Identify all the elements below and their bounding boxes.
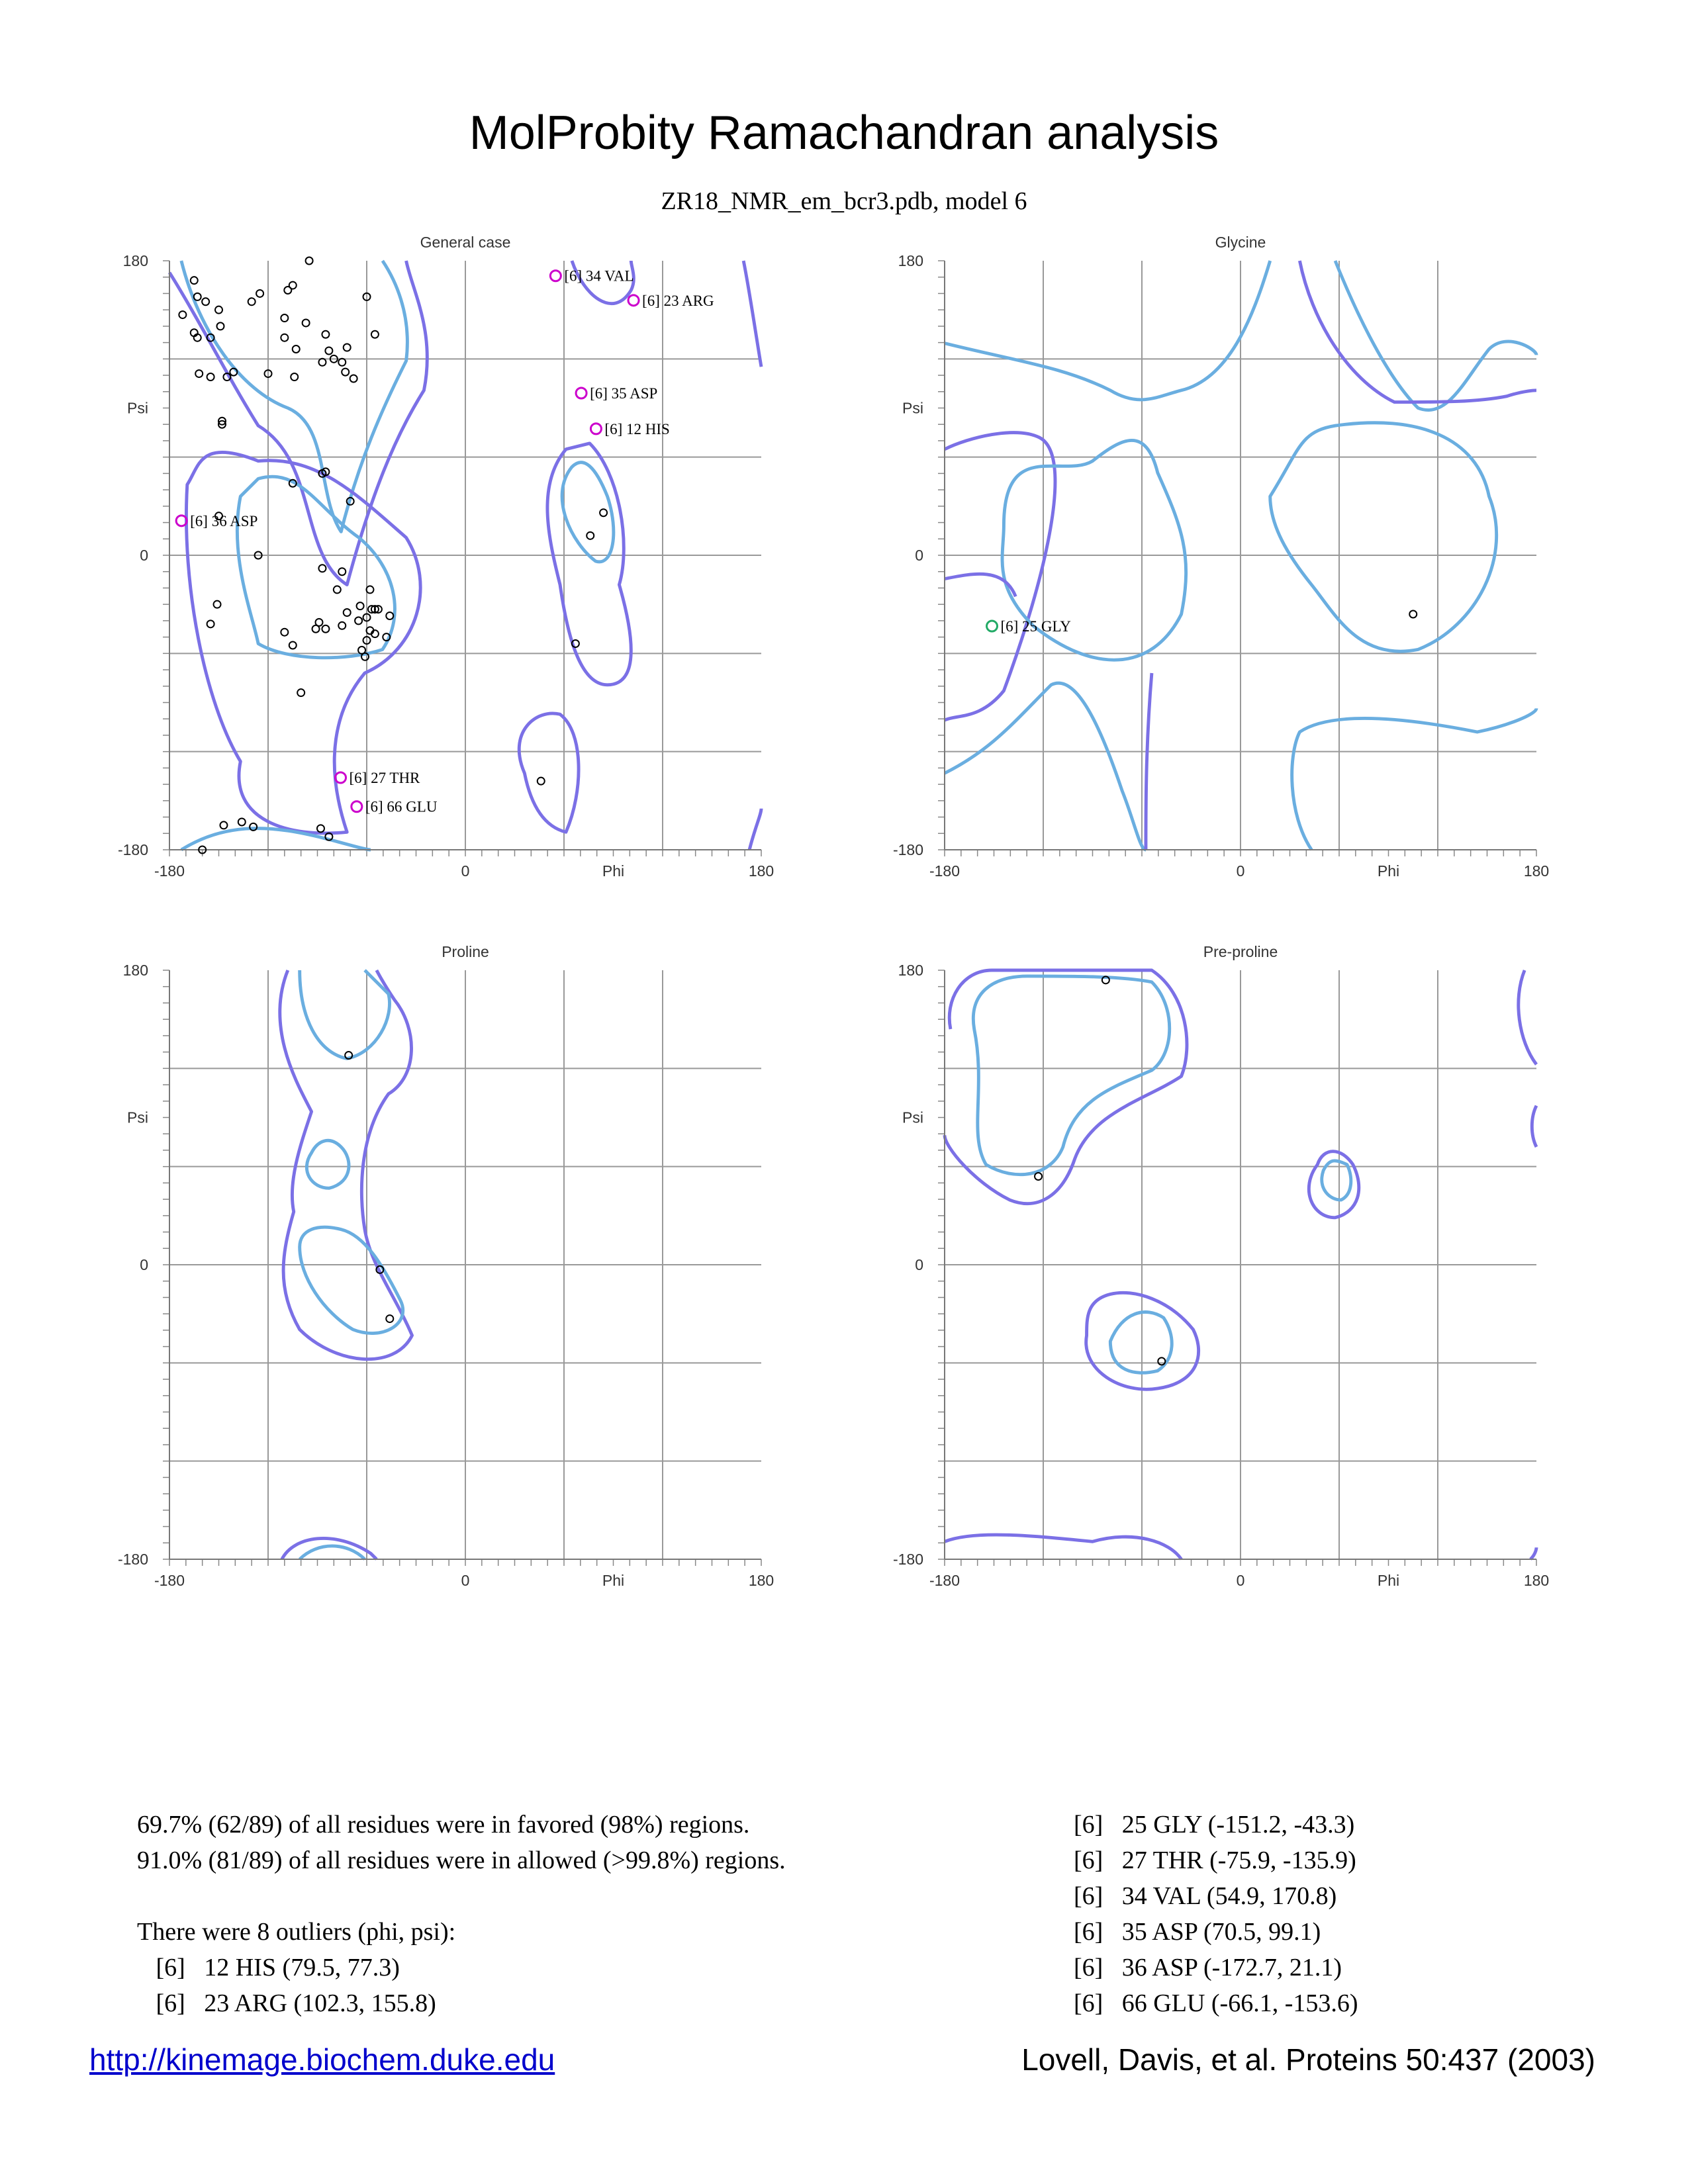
residue-point <box>586 532 594 539</box>
outlier-label: [6] 34 VAL <box>564 267 634 285</box>
residue-point <box>214 601 221 608</box>
y-tick-label: 0 <box>915 547 923 564</box>
y-tick-label: 0 <box>140 547 148 564</box>
y-tick-label: 0 <box>140 1256 148 1273</box>
allowed-stat: 91.0% (81/89) of all residues were in allowed (>99.8%) regions. <box>137 1846 786 1874</box>
residue-point <box>281 629 288 636</box>
panel-title: Pre-proline <box>1203 943 1278 960</box>
residue-point <box>220 821 227 829</box>
residue-point <box>202 298 209 305</box>
residue-point <box>538 778 545 785</box>
residue-point <box>344 609 351 616</box>
y-tick-label: 0 <box>915 1256 923 1273</box>
residue-point <box>357 602 364 610</box>
y-tick-label: -180 <box>117 841 148 858</box>
favored-region-contour <box>1335 261 1536 410</box>
outlier-line: [6] 12 HIS (79.5, 77.3) <box>137 1954 400 1981</box>
favored-region-contour <box>1110 1312 1172 1373</box>
y-axis-label: Psi <box>127 399 148 417</box>
residue-point <box>322 625 329 633</box>
outlier-point <box>987 621 998 631</box>
outlier-line: [6] 27 THR (-75.9, -135.9) <box>1074 1846 1356 1874</box>
y-tick-label: -180 <box>117 1551 148 1568</box>
panel-pre-proline <box>893 943 1549 1589</box>
residue-point <box>281 334 288 341</box>
outlier-label: [6] 12 HIS <box>604 420 670 437</box>
residue-point <box>191 277 198 284</box>
residue-point <box>334 586 341 593</box>
residue-point <box>312 625 320 633</box>
allowed-region-contour <box>743 261 761 367</box>
x-tick-label: 0 <box>461 1572 470 1589</box>
outlier-header: There were 8 outliers (phi, psi): <box>137 1918 456 1946</box>
y-tick-label: 180 <box>898 962 923 979</box>
y-tick-label: 180 <box>122 962 148 979</box>
allowed-region-contour <box>547 443 631 685</box>
residue-point <box>207 373 214 381</box>
outlier-label: [6] 23 ARG <box>642 292 714 309</box>
residue-point <box>350 375 357 383</box>
residue-point <box>215 306 222 314</box>
outlier-label: [6] 25 GLY <box>1000 618 1071 635</box>
page-title: MolProbity Ramachandran analysis <box>469 107 1219 159</box>
residue-point <box>366 586 373 593</box>
outlier-line: [6] 66 GLU (-66.1, -153.6) <box>1074 1989 1358 2017</box>
panel-general-case <box>118 234 774 880</box>
outlier-line: [6] 25 GLY (-151.2, -43.3) <box>1074 1811 1355 1839</box>
residue-point <box>194 293 201 300</box>
residue-point <box>386 612 393 619</box>
favored-region-contour <box>306 1140 349 1188</box>
residue-point <box>207 620 214 627</box>
x-tick-label: 180 <box>1523 862 1550 880</box>
favored-region-contour <box>300 970 390 1059</box>
residue-point <box>306 257 313 265</box>
y-tick-label: -180 <box>892 841 923 858</box>
x-axis-label: Phi <box>602 862 625 880</box>
favored-region-contour <box>973 976 1169 1175</box>
allowed-region-contour <box>1146 673 1152 850</box>
y-tick-label: 180 <box>898 252 923 269</box>
outlier-point <box>352 801 362 812</box>
outlier-line: [6] 23 ARG (102.3, 155.8) <box>137 1989 436 2017</box>
outlier-label: [6] 27 THR <box>349 769 420 786</box>
residue-point <box>386 1315 393 1322</box>
residue-point <box>289 641 297 649</box>
residue-point <box>317 825 324 832</box>
residue-point <box>248 298 256 305</box>
residue-point <box>371 331 379 338</box>
residue-point <box>1158 1357 1165 1365</box>
y-axis-label: Psi <box>127 1109 148 1126</box>
residue-point <box>293 345 300 353</box>
residue-point <box>281 314 288 322</box>
y-axis-label: Psi <box>902 1109 923 1126</box>
residue-point <box>338 622 346 629</box>
x-tick-label: -180 <box>154 1572 185 1589</box>
outlier-label: [6] 35 ASP <box>590 385 658 402</box>
x-axis-label: Phi <box>602 1572 625 1589</box>
outlier-line: [6] 35 ASP (70.5, 99.1) <box>1074 1918 1321 1946</box>
favored-region-contour <box>181 261 407 531</box>
allowed-region-contour <box>749 809 761 850</box>
outlier-point <box>550 271 561 281</box>
allowed-region-contour <box>1519 970 1536 1064</box>
allowed-region-contour <box>280 970 412 1359</box>
summary-left <box>137 1807 786 2021</box>
residue-point <box>297 689 305 696</box>
outlier-point <box>628 295 639 306</box>
allowed-region-contour <box>1299 261 1536 402</box>
allowed-region-contour <box>945 970 1187 1204</box>
panel-title: Proline <box>442 943 489 960</box>
residue-point <box>256 290 263 297</box>
x-tick-label: 0 <box>461 862 470 880</box>
kinemage-link[interactable]: http://kinemage.biochem.duke.edu <box>89 2042 555 2077</box>
x-tick-label: 0 <box>1236 862 1245 880</box>
y-axis-label: Psi <box>902 399 923 417</box>
favored-region-contour <box>300 1546 365 1559</box>
x-tick-label: 180 <box>1523 1572 1550 1589</box>
favored-region-contour <box>562 463 614 562</box>
x-tick-label: 180 <box>748 862 774 880</box>
x-tick-label: -180 <box>929 1572 961 1589</box>
x-axis-label: Phi <box>1377 862 1400 880</box>
citation: Lovell, Davis, et al. Proteins 50:437 (2003) <box>1021 2042 1595 2077</box>
favored-region-contour <box>300 1227 403 1333</box>
favored-stat: 69.7% (62/89) of all residues were in favored (98%) regions. <box>137 1811 750 1839</box>
residue-point <box>325 347 332 354</box>
residue-point <box>322 331 329 338</box>
residue-point <box>318 359 326 366</box>
x-tick-label: 180 <box>748 1572 774 1589</box>
residue-point <box>344 344 351 351</box>
residue-point <box>342 369 349 376</box>
outlier-label: [6] 66 GLU <box>365 798 438 815</box>
favored-region-contour <box>945 261 1270 400</box>
x-tick-label: 0 <box>1236 1572 1245 1589</box>
residue-point <box>179 311 186 318</box>
outlier-line: [6] 34 VAL (54.9, 170.8) <box>1074 1882 1337 1910</box>
residue-point <box>195 370 203 377</box>
residue-point <box>338 359 346 366</box>
x-tick-label: -180 <box>154 862 185 880</box>
residue-point <box>1035 1173 1042 1180</box>
allowed-region-contour <box>1530 1547 1536 1559</box>
panel-title: Glycine <box>1215 234 1266 251</box>
x-axis-label: Phi <box>1377 1572 1400 1589</box>
residue-point <box>291 373 298 381</box>
residue-point <box>355 617 362 624</box>
residue-point <box>318 565 326 572</box>
y-tick-label: 180 <box>122 252 148 269</box>
favored-region-contour <box>945 683 1146 850</box>
outlier-label: [6] 36 ASP <box>190 512 258 529</box>
outlier-line: [6] 36 ASP (-172.7, 21.1) <box>1074 1954 1342 1981</box>
residue-point <box>600 509 607 516</box>
residue-point <box>1409 611 1417 618</box>
page-subtitle: ZR18_NMR_em_bcr3.pdb, model 6 <box>661 187 1027 215</box>
panel-glycine <box>893 234 1549 880</box>
panel-proline <box>118 943 774 1589</box>
allowed-region-contour <box>945 1535 1182 1559</box>
allowed-region-contour <box>519 713 579 832</box>
summary-right <box>1074 1807 1358 2021</box>
outlier-point <box>590 424 601 434</box>
residue-point <box>216 322 224 330</box>
residue-point <box>303 319 310 326</box>
allowed-region-contour <box>169 261 427 585</box>
residue-point <box>338 568 346 575</box>
y-tick-label: -180 <box>892 1551 923 1568</box>
x-tick-label: -180 <box>929 862 961 880</box>
outlier-point <box>576 388 586 398</box>
residue-point <box>238 818 246 825</box>
favored-region-contour <box>1292 708 1536 850</box>
residue-point <box>284 287 291 294</box>
allowed-region-contour <box>1532 1106 1536 1147</box>
panel-title: General case <box>420 234 511 251</box>
